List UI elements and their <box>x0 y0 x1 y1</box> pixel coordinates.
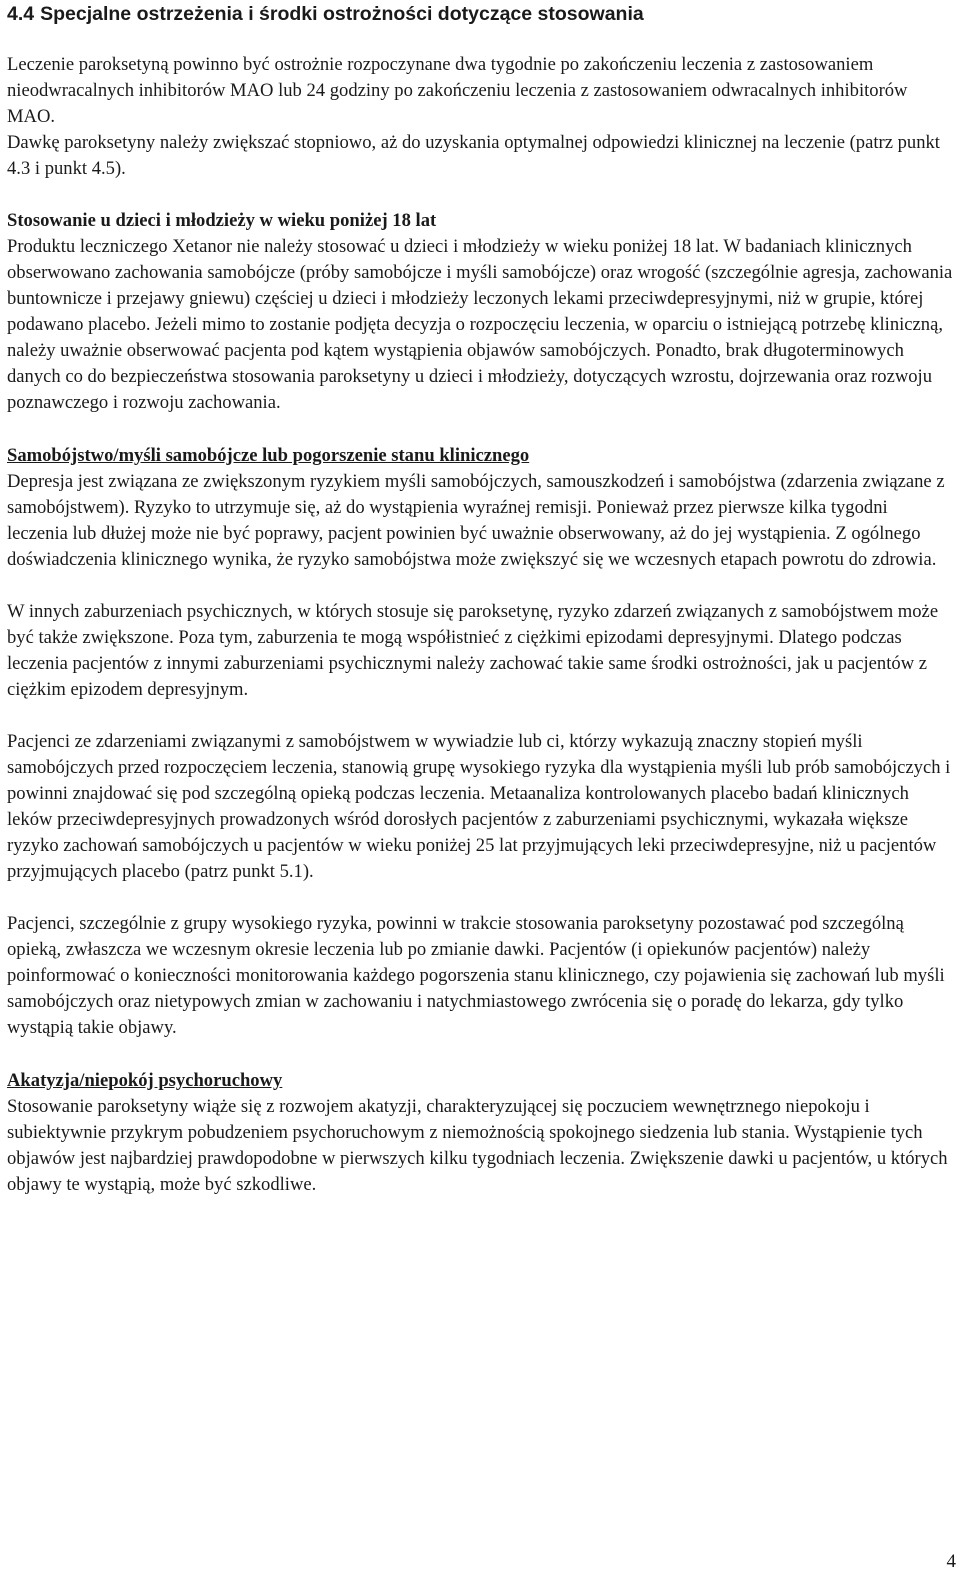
page-number: 4 <box>946 1551 956 1572</box>
paragraph-high-risk-monitoring: Pacjenci, szczególnie z grupy wysokiego ryzyka, powinni w trakcie stosowania paroksetyny pozostawać pod szczególną opieką, zwłaszcza we wczesnym okresie leczenia lub po zmianie dawki. Pacjentów (i opiekunów pacjentów) należy poinformować o konieczności monitorowania każdego pogorszenia stanu klinicznego, czy pojawienia się zachowań lub myśli samobójczych oraz nietypowych zmian w zachowaniu i natychmiastowego zwrócenia się o poradę do lekarza, gdy tylko wystąpią takie objawy. <box>7 913 945 1038</box>
subheading-suicide: Samobójstwo/myśli samobójcze lub pogorszenie stanu klinicznego <box>7 445 530 466</box>
paragraph-other-disorders: W innych zaburzeniach psychicznych, w których stosuje się paroksetynę, ryzyko zdarzeń związanych z samobójstwem może być także zwiększone. Poza tym, zaburzenia te mogą współistnieć z ciężkimi epizodami depresyjnymi. Dlatego podczas leczenia pacjentów z innymi zaburzeniami psychicznymi należy zachować takie same środki ostrożności, jak u pacjentów z ciężkim epizodem depresyjnym. <box>7 601 939 700</box>
document-page <box>7 0 953 1198</box>
paragraph-dose-titration: Dawkę paroksetyny należy zwiększać stopniowo, aż do uzyskania optymalnej odpowiedzi klinicznej na leczenie (patrz punkt 4.3 i punkt 4.5). <box>7 132 940 179</box>
section-number: 4.4 <box>7 3 35 25</box>
paragraph-mao-inhibitors: Leczenie paroksetyną powinno być ostrożnie rozpoczynane dwa tygodnie po zakończeniu leczenia z zastosowaniem nieodwracalnych inhibitorów MAO lub 24 godziny po zakończeniu leczenia z zastosowaniem odwracalnych inhibitorów MAO. <box>7 54 908 127</box>
paragraph-akathisia: Stosowanie paroksetyny wiąże się z rozwojem akatyzji, charakteryzującej się poczuciem wewnętrznego niepokoju i subiektywnie przykrym pobudzeniem psychoruchowym z niemożnością spokojnego siedzenia lub stania. Wystąpienie tych objawów jest najbardziej prawdopodobne w pierwszych kilku tygodniach leczenia. Zwiększenie dawki u pacjentów, u których objawy te wystąpią, może być szkodliwe. <box>7 1096 948 1195</box>
section-heading <box>7 0 953 27</box>
paragraph-suicide-history: Pacjenci ze zdarzeniami związanymi z samobójstwem w wywiadzie lub ci, którzy wykazują znaczny stopień myśli samobójczych przed rozpoczęciem leczenia, stanowią grupę wysokiego ryzyka dla wystąpienia myśli lub prób samobójczych i powinni znajdować się pod szczególną opieką podczas leczenia. Metaanaliza kontrolowanych placebo badań klinicznych leków przeciwdepresyjnych prowadzonych wśród dorosłych pacjentów z zaburzeniami psychicznymi, wykazała większe ryzyko zachowań samobójczych u pacjentów w wieku poniżej 25 lat przyjmujących leki przeciwdepresyjne, niż u pacjentów przyjmujących placebo (patrz punkt 5.1). <box>7 731 951 882</box>
paragraph-children: Produktu leczniczego Xetanor nie należy stosować u dzieci i młodzieży w wieku poniżej 18 lat. W badaniach klinicznych obserwowano zachowania samobójcze (próby samobójcze i myśli samobójcze) oraz wrogość (szczególnie agresja, zachowania buntownicze i przejawy gniewu) częściej u dzieci i młodzieży leczonych lekami przeciwdepresyjnymi, niż w grupie, której podawano placebo. Jeżeli mimo to zostanie podjęta decyzja o rozpoczęciu leczenia, w oparciu o istniejącą potrzebę kliniczną, należy uważnie obserwować pacjenta pod kątem wystąpienia objawów samobójczych. Ponadto, brak długoterminowych danych co do bezpieczeństwa stosowania paroksetyny u dzieci i młodzieży, dotyczących wzrostu, dojrzewania oraz rozwoju poznawczego i rozwoju zachowania. <box>7 236 953 413</box>
paragraph-suicide: Depresja jest związana ze zwiększonym ryzykiem myśli samobójczych, samouszkodzeń i samobójstwa (zdarzenia związane z samobójstwem). Ryzyko to utrzymuje się, aż do wystąpienia wyraźnej remisji. Ponieważ przez pierwsze kilka tygodni leczenia lub dłużej może nie być poprawy, pacjent powinien być uważnie obserwowany, aż do jej wystąpienia. Z ogólnego doświadczenia klinicznego wynika, że ryzyko samobójstwa może zwiększyć się we wczesnych etapach powrotu do zdrowia. <box>7 471 945 570</box>
subheading-children: Stosowanie u dzieci i młodzieży w wieku poniżej 18 lat <box>7 210 437 231</box>
section-title: Specjalne ostrzeżenia i środki ostrożności dotyczące stosowania <box>40 3 644 25</box>
subheading-akathisia: Akatyzja/niepokój psychoruchowy <box>7 1070 283 1091</box>
